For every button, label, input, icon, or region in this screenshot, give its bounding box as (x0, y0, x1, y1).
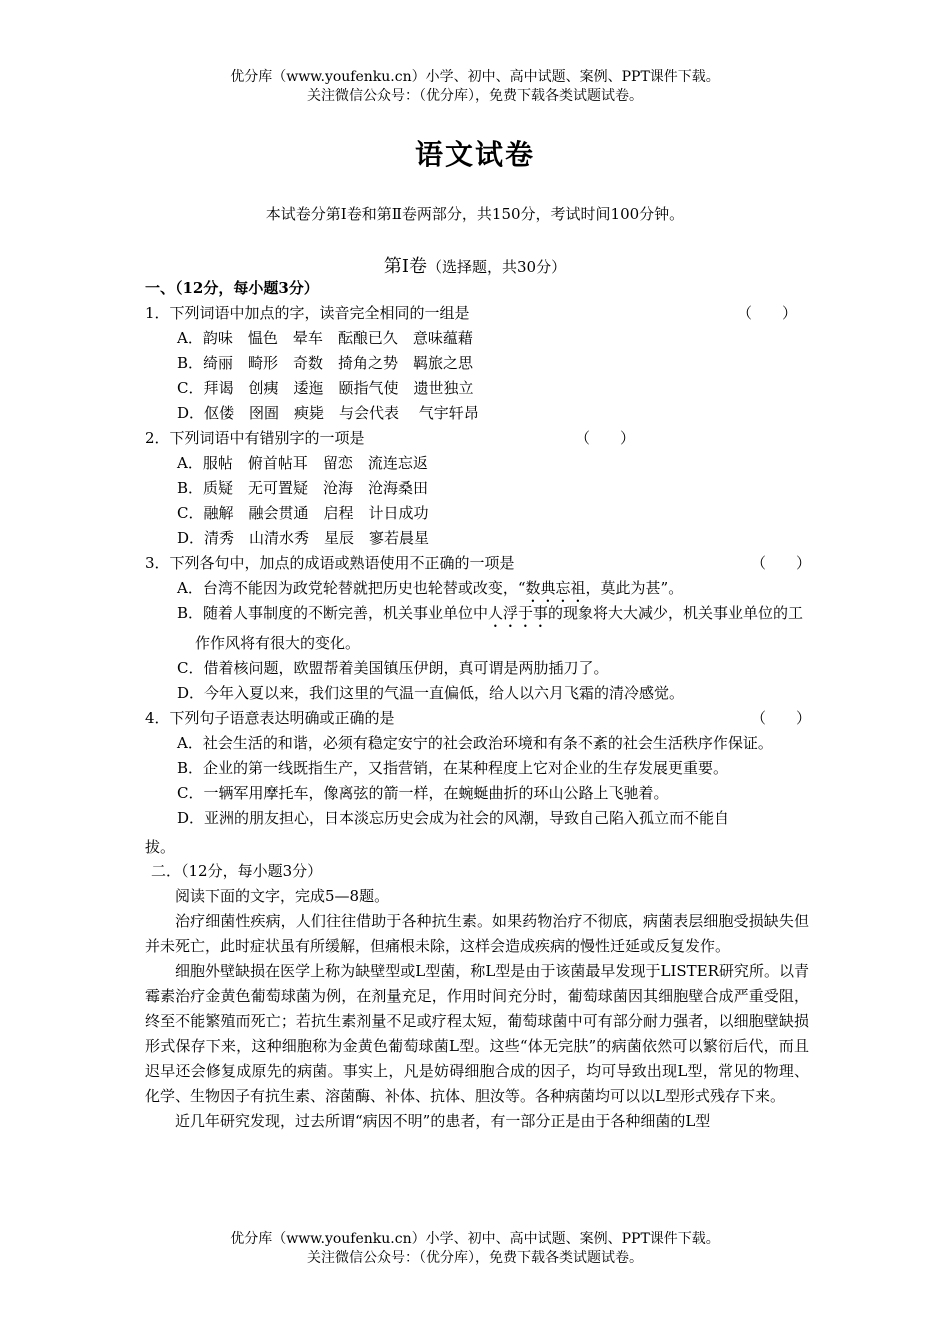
q3-b-idiom: 人浮于事 (488, 604, 549, 622)
footer-line-1: 优分库（www.youfenku.cn）小学、初中、高中试题、案例、PPT课件下载。 (230, 1231, 720, 1247)
section2-instruction: 阅读下面的文字，完成5—8题。 (175, 887, 390, 905)
q2-option-c: C．融解 融会贯通 启程 计日成功 (177, 504, 429, 522)
q4-option-d: D．亚洲的朋友担心，日本淡忘历史会成为社会的风潮，导致自己陷入孤立而不能自 (177, 809, 730, 827)
header-line-2: 关注微信公众号：（优分库），免费下载各类试题试卷。 (307, 88, 643, 104)
q3-b-text-end: 的现象将大大减少，机关事业单位的工作作风将有很大的变化。 (195, 604, 804, 652)
q3-answer-paren: （ ） (751, 554, 812, 572)
page-header (0, 68, 950, 106)
q4-stem (145, 706, 812, 731)
q1-option-b: B．绮丽 畸形 奇数 掎角之势 羁旅之思 (177, 354, 474, 372)
page-footer (0, 1230, 950, 1268)
part1-heading (0, 252, 950, 278)
page-title: 语文试卷 (414, 138, 535, 171)
q1-stem (145, 301, 809, 326)
q2-option-a: A．服帖 俯首帖耳 留恋 流连忘返 (177, 454, 428, 472)
passage-paragraph-1: 治疗细菌性疾病，人们往往借助于各种抗生素。如果药物治疗不彻底，病菌表层细胞受损缺失但并未死亡，此时症状虽有所缓解，但痛根未除，这样会造成疾病的慢性迁延或反复发作。 (145, 912, 809, 955)
q2-stem-text: 2．下列词语中有错别字的一项是 (145, 429, 365, 447)
exam-intro: 本试卷分第Ⅰ卷和第Ⅱ卷两部分，共150分，考试时间100分钟。 (265, 205, 685, 223)
q3-stem (145, 551, 812, 576)
section1-label: 一、（12分，每小题3分） (145, 279, 319, 297)
passage-paragraph-3: 近几年研究发现，过去所谓“病因不明”的患者，有一部分正是由于各种细菌的L型 (175, 1112, 711, 1130)
q1-option-d: D．伛偻 囹圄 瘐毙 与会代表 气宇轩昂 (177, 404, 479, 422)
q4-option-c: C．一辆军用摩托车，像离弦的箭一样，在蜿蜒曲折的环山公路上飞驰着。 (177, 784, 669, 802)
q2-stem (145, 426, 809, 451)
q1-option-c: C．拜谒 创痍 逶迤 颐指气使 遗世独立 (177, 379, 474, 397)
q1-answer-paren: （ ） (737, 304, 798, 322)
q1-stem-text: 1．下列词语中加点的字，读音完全相同的一组是 (145, 304, 470, 322)
q3-a-text-end: ，莫此为甚”。 (585, 579, 684, 597)
section2-label: 二．（12分，每小题3分） (151, 862, 323, 880)
q3-stem-text: 3．下列各句中，加点的成语或熟语使用不正确的一项是 (145, 554, 515, 572)
q1-option-a: A．韵味 愠色 晕车 酝酿已久 意味蕴藉 (177, 329, 473, 347)
q3-a-idiom: 数典忘祖 (525, 579, 586, 597)
q4-option-b: B．企业的第一线既指生产，又指营销，在某种程度上它对企业的生存发展更重要。 (177, 759, 729, 777)
q4-answer-paren: （ ） (751, 709, 812, 727)
q3-option-b (145, 601, 809, 656)
q4-stem-text: 4．下列句子语意表达明确或正确的是 (145, 709, 395, 727)
footer-line-2: 关注微信公众号：（优分库），免费下载各类试题试卷。 (307, 1250, 643, 1266)
part1-name: 第Ⅰ卷 (383, 256, 428, 277)
q2-answer-paren: （ ） (575, 429, 636, 447)
q3-option-a (145, 576, 809, 601)
header-line-1: 优分库（www.youfenku.cn）小学、初中、高中试题、案例、PPT课件下载。 (230, 69, 720, 85)
passage-paragraph-2: 细胞外壁缺损在医学上称为缺壁型或L型菌，称L型是由于该菌最早发现于LISTER研究所。以青霉素治疗金黄色葡萄球菌为例，在剂量充足，作用时间充分时，葡萄球菌因其细胞壁合成严重受阻，终至不能繁殖而死亡；若抗生素剂量不足或疗程太短，葡萄球菌中可有部分耐力强者，以细胞壁缺损形式保存下来，这种细胞称为金黄色葡萄球菌L型。这些“体无完肤”的病菌依然可以繁衍后代，而且迟早还会修复成原先的病菌。事实上，凡是妨碍细胞合成的因子，均可导致出现L型，常见的物理、化学、生物因子有抗生素、溶菌酶、补体、抗体、胆汝等。各种病菌均可以以L型形式残存下来。 (145, 962, 809, 1105)
q3-option-d: D．今年入夏以来，我们这里的气温一直偏低，给人以六月飞霜的清冷感觉。 (177, 684, 685, 702)
q2-option-d: D．清秀 山清水秀 星辰 寥若晨星 (177, 529, 430, 547)
q4-option-a: A．社会生活的和谐，必须有稳定安宁的社会政治环境和有条不紊的社会生活秩序作保证。 (177, 734, 773, 752)
q3-a-text: A．台湾不能因为政党轮替就把历史也轮替或改变，“ (177, 579, 526, 597)
q3-option-c: C．借着核问题，欧盟帮着美国镇压伊朗，真可谓是两肋插刀了。 (177, 659, 609, 677)
q3-b-text: B．随着人事制度的不断完善，机关事业单位中 (177, 604, 489, 622)
q4-option-d-cont: 拔。 (145, 838, 176, 856)
exam-content (145, 276, 812, 1134)
q2-option-b: B．质疑 无可置疑 沧海 沧海桑田 (177, 479, 429, 497)
part1-sub: （选择题，共30分） (427, 258, 567, 276)
